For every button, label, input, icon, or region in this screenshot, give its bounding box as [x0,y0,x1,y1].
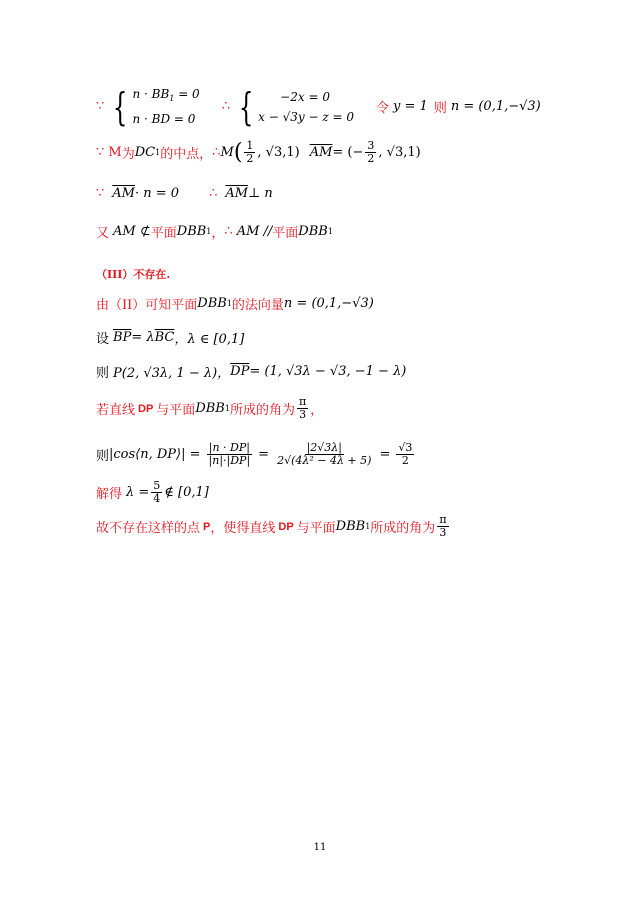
five-over-four: $\frac{5}{4}$ [153,479,161,505]
dc-label: DC [134,145,156,160]
let-label: 令 [376,101,390,116]
plane-label-2: 平面 [272,226,299,241]
am-eq: = (− [332,145,364,160]
am-coords-rest: , √3,1) [378,145,421,160]
eq-n-bd: n · BD = 0 [132,112,196,126]
vector-dp: $\overline{DP}$ [230,364,250,379]
vector-am: $\overline{AM}$ [309,145,333,160]
line-assume-angle: 若直线 DP 与平面 DBB 1 所成的角为 $\frac{\pi}{3}$ ， [96,395,324,421]
normal-vector-2: n = (0,1,−√3) [283,296,374,311]
cos-fraction-2: $\frac{|2√3\lambda|}{\text{2√(4λ² − 4λ + 5)}}$ [277,441,372,467]
line-normal-vector-system [96,84,541,129]
line-normal-from-ii: 由（II）可知平面 DBB 1 的法向量 n = (0,1,−√3) [96,296,374,313]
wei-label: 为 [121,147,135,162]
eq-x-y-z: x − √3y − z = 0 [258,109,355,124]
part-iii-heading: （III）不存在. [96,268,171,281]
vector-am-3: $\overline{AM}$ [225,186,249,201]
lambda-range: ，λ ∈ [0,1] [174,332,245,347]
therefore-symbol-3: ∴ [209,186,218,201]
dp-label: DP [138,402,154,415]
midpoint-text: 的中点， [160,147,213,162]
line-parallel: 又 AM ⊄ 平面 DBB 1 ， ∴ AM // 平面 DBB 1 [96,224,333,241]
line-dot-product [96,186,273,201]
therefore-symbol-2: ∴ [212,145,221,160]
am-parallel: AM // [236,224,273,239]
you-label: 又 [96,226,110,241]
dbb-2: DBB [298,224,328,239]
dbb-3: DBB [197,296,227,311]
m-fraction: $\frac{1}{2}$ [246,139,254,165]
brace-left: { [113,84,128,129]
because-symbol: ∵ [96,99,105,114]
therefore-symbol-4: ∴ [224,224,233,239]
am-fraction: $\frac{3}{2}$ [367,139,375,165]
line-solve-lambda: 解得 λ = $\frac{5}{4}$ ∉ [0,1] [96,479,209,505]
line-point-p [96,362,406,381]
line-set-bp: 设 $\overline{BP}$ = λ $\overline{BC}$ ，λ ∈ [0,1] [96,330,245,347]
vector-bc: $\overline{BC}$ [154,330,175,345]
therefore-symbol: ∴ [221,99,230,114]
brace-left-2: { [238,84,254,129]
vector-bp: $\overline{BP}$ [113,330,132,345]
point-m: M [220,145,234,160]
m-coords-rest: , √3,1) [257,145,300,160]
eq-n-bb1: n · BB [132,87,170,101]
cos-fraction-1: $\frac{|n \cdot DP|}{|n|\cdot|DP|}$ [208,441,251,467]
eq-minus-2x: −2x = 0 [280,89,330,104]
pi-over-3: $\frac{\pi}{3}$ [298,395,307,421]
because-symbol-3: ∵ [96,186,105,201]
dp-coords: = (1, √3λ − √3, −1 − λ) [249,364,407,379]
cos-fraction-3: $\frac{√3}{2}$ [398,441,413,467]
because-m: ∵ M [96,145,122,160]
line-midpoint: ∵ M 为 DC 1 的中点， ∴ M ( $\frac{1}{2}$ , √3,1) $\overline{AM}$ = (− $\frac{3}{2}$ , √3,1) [96,139,421,165]
jie-label: 解得 [96,487,123,502]
dbb-1: DBB [176,224,207,239]
dot-zero: · n = 0 [134,186,180,201]
let-equation: y = 1 [393,99,428,114]
cos-lhs: |cos⟨n, DP⟩| = [109,447,201,462]
line-cosine-equation: 则 |cos⟨n, DP⟩| = $\frac{|n \cdot DP|}{|n|\cdot|DP|}$ = $\frac{|2√3\lambda|}{\text{2√(4λ² − 4λ + 5)}}$ = $\frac{√3}{2}$ [96,441,413,467]
ze-label-2: 则 [96,449,110,464]
dbb-4: DBB [195,401,225,416]
pi-over-3-2: $\frac{\pi}{3}$ [439,513,447,539]
she-label: 设 [96,332,110,347]
line-conclusion: 故不存在这样的点 P ，使得直线 DP 与平面 DBB 1 所成的角为 $\frac{\pi}{3}$ [96,513,447,539]
plane-label-1: 平面 [150,226,177,241]
system-a: $n \cdot BB_1 = 0$ n · BD = 0 [132,84,199,129]
system-b [258,87,354,127]
normal-vector-text: 的法向量 [231,298,284,313]
dbb-5: DBB [335,519,366,534]
p-label: P [203,520,211,533]
ze-label: 则 [96,366,110,381]
page-number: 11 [313,842,327,853]
from-ii-text: 由（II）可知平面 [96,298,198,313]
normal-vector: n = (0,1,−√3) [450,99,541,114]
vector-am-2: $\overline{AM}$ [112,186,135,201]
then-label: 则 [433,101,447,116]
point-p: P(2, √3λ, 1 − λ)， [113,366,231,381]
not-in-range: ∉ [0,1] [164,485,209,500]
am-not-subset: AM ⊄ [113,224,151,239]
perp-n: ⊥ n [248,186,273,201]
dp-label-2: DP [278,520,294,533]
